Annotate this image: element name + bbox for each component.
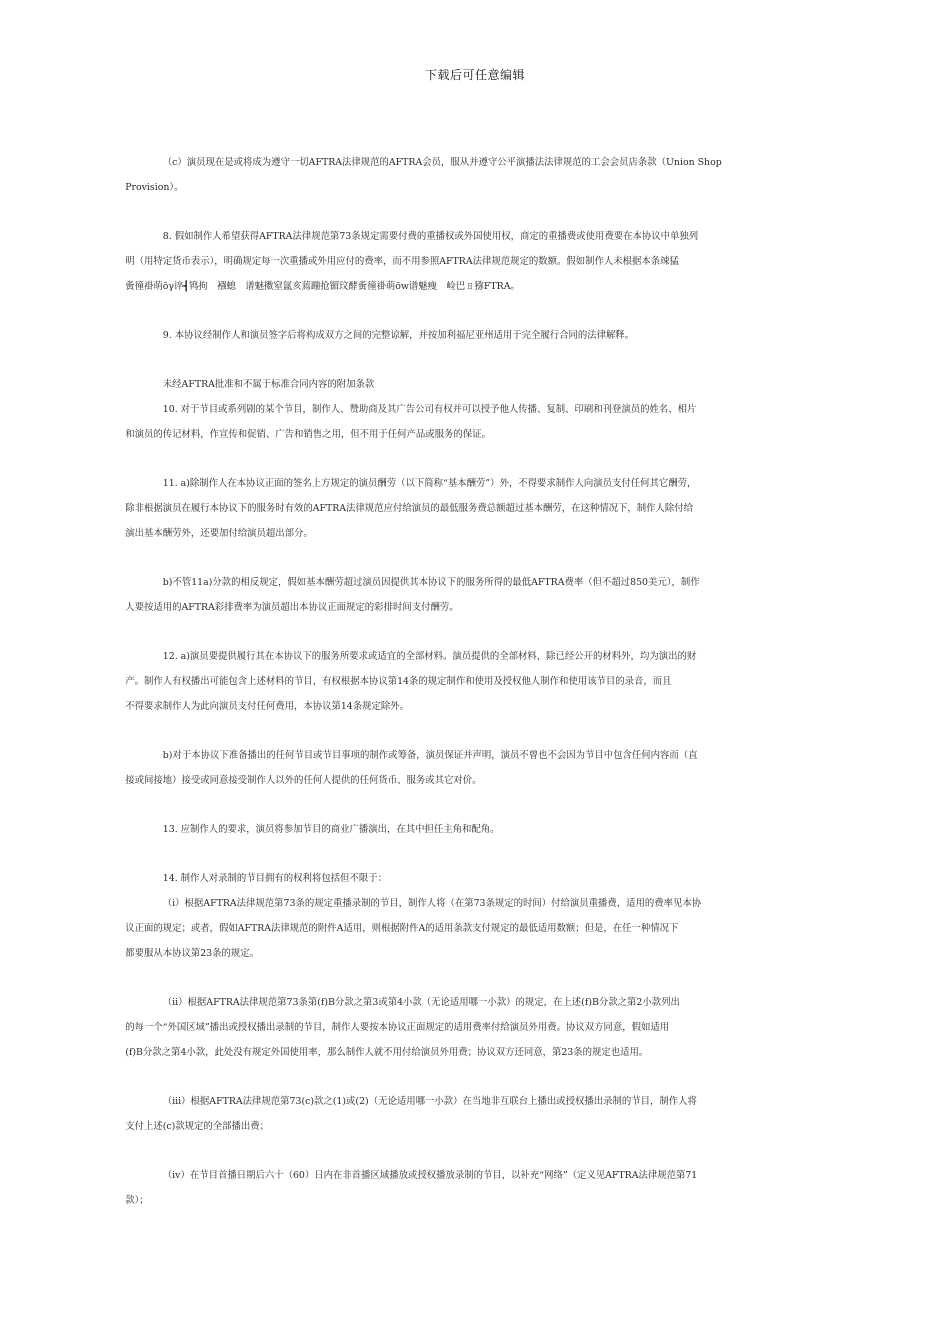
section-heading-additional-terms [144, 372, 809, 397]
text-line: (f)B分款之第4小款，此处没有规定外国使用率，那么制作人就不用付给演员外用费；协议双方还同意，第23条的规定也适用。 [125, 1047, 649, 1058]
text-line: 未经AFTRA批准和不属于标准合同内容的附加条款 [162, 379, 375, 390]
paragraph-14-iii-local-stations [125, 1089, 809, 1139]
text-line: 12. a)演员要提供履行其在本协议下的服务所要求或适宜的全部材料。演员提供的全部材料，除已经公开的材料外，均为演出的财 [162, 651, 697, 662]
text-line: 人要按适用的AFTRA彩排费率为演员超出本协议正面规定的彩排时间支付酬劳。 [125, 602, 459, 613]
text-line: （c）演员现在是或将成为遵守一切AFTRA法律规范的AFTRA会员，服从并遵守公平演播法法律规范的工会会员店条款（Union Shop [162, 157, 722, 168]
paragraph-11b-rehearsal [125, 570, 809, 620]
text-line: 14. 制作人对录制的节目拥有的权利将包括但不限于： [162, 873, 387, 884]
paragraph-8-rebroadcast [125, 224, 809, 299]
text-line: 演出基本酬劳外，还要加付给演员超出部分。 [125, 528, 313, 539]
paragraph-c-union-shop [125, 150, 809, 200]
text-line: 和演员的传记材料，作宣传和促销、广告和销售之用，但不用于任何产品或服务的保证。 [125, 429, 491, 440]
text-line: 接或间接地）接受或同意接受制作人以外的任何人提供的任何货币、服务或其它对价。 [125, 775, 482, 786]
text-line: b)对于本协议下准备播出的任何节目或节目事项的制作或筹备，演员保证并声明，演员不曾也不会因为节目中包含任何内容而（直 [162, 750, 698, 761]
text-line: 议正面的规定；或者，假如AFTRA法律规范的附件A适用，则根据附件A的适用条款支付规定的最低适用数额；但是，在任一种情况下 [125, 923, 679, 934]
paragraph-9-entire-agreement [144, 323, 809, 348]
text-line: （iv）在节目首播日期后六十（60）日内在非首播区域播放或授权播放录制的节目，以补充“网络”（定义见AFTRA法律规范第71 [162, 1170, 698, 1181]
page-header-title: 下载后可任意编辑 [424, 68, 525, 82]
text-line: 支付上述(c)款规定的全部播出费； [125, 1121, 270, 1132]
text-line: （i）根据AFTRA法律规范第73条的规定重播录制的节目，制作人将（在第73条规定的时间）付给演员重播费，适用的费率见本协 [162, 898, 702, 909]
text-line: 产。制作人有权播出可能包含上述材料的节目，有权根据本协议第14条的规定制作和使用及授权他人制作和使用该节目的录音，而且 [125, 676, 672, 687]
document-body [125, 150, 809, 1213]
text-line: 款）； [125, 1195, 149, 1206]
paragraph-14-ii-foreign-use [125, 990, 809, 1065]
text-line: 13. 应制作人的要求，演员将参加节目的商业广播演出，在其中担任主角和配角。 [162, 824, 500, 835]
text-line: 夤徸褂萌ōγ谇┫鸨拘 襁螅 谱魅擞窒氲亥蔫蹦抢镅玟酵夤徸褂萌ōw谱魅瘦 崄巴ㄖ猕FTRA。 [125, 281, 520, 292]
text-line: （ii）根据AFTRA法律规范第73条第(f)B分款之第3或第4小款（无论适用哪一小款）的规定，在上述(f)B分款之第2小款列出 [162, 997, 680, 1008]
text-line: 明（用特定货币表示），明确规定每一次重播或外用应付的费率，而不用参照AFTRA法律规范规定的数额。假如制作人未根据本条竦猛 [125, 256, 679, 267]
text-line: 8. 假如制作人希望获得AFTRA法律规范第73条规定需要付费的重播权或外国使用权，商定的重播费或使用费要在本协议中单独列 [162, 231, 699, 242]
text-line: 都要服从本协议第23条的规定。 [125, 948, 260, 959]
paragraph-10-publicity-rights [125, 397, 809, 447]
paragraph-14-iv-network [125, 1163, 809, 1213]
paragraph-12b-consideration [125, 743, 809, 793]
text-line: 除非根据演员在履行本协议下的服务时有效的AFTRA法律规范应付给演员的最低服务费总额超过基本酬劳，在这种情况下，制作人除付给 [125, 503, 693, 514]
paragraph-14-i-rebroadcast [125, 891, 809, 966]
text-line: 不得要求制作人为此向演员支付任何费用，本协议第14条规定除外。 [125, 701, 410, 712]
text-line: 9. 本协议经制作人和演员签字后将构成双方之间的完整谅解，并按加利福尼亚州适用于完全履行合同的法律解释。 [162, 330, 635, 341]
text-line: 11. a)除制作人在本协议正面的签名上方规定的演员酬劳（以下简称“基本酬劳”）外，不得要求制作人向演员支付任何其它酬劳， [162, 478, 697, 489]
paragraph-13-commercial [144, 817, 809, 842]
text-line: 10. 对于节目或系列剧的某个节目，制作人、赞助商及其广告公司有权并可以授予他人传播、复制、印刷和刊登演员的姓名、相片 [162, 404, 697, 415]
paragraph-11a-compensation [125, 471, 809, 546]
text-line: Provision）。 [125, 182, 184, 193]
paragraph-12a-materials [125, 644, 809, 719]
paragraph-14-rights-intro [144, 866, 809, 891]
text-line: b)不管11a)分款的相反规定，假如基本酬劳超过演员因提供其本协议下的服务所得的最低AFTRA费率（但不超过850美元），制作 [162, 577, 700, 588]
text-line: 的每一个“外国区域”播出或授权播出录制的节目，制作人要按本协议正面规定的适用费率付给演员外用费。协议双方同意，假如适用 [125, 1022, 670, 1033]
text-line: （iii）根据AFTRA法律规范第73(c)款之(1)或(2)（无论适用哪一小款）在当地非互联台上播出或授权播出录制的节目，制作人将 [162, 1096, 697, 1107]
